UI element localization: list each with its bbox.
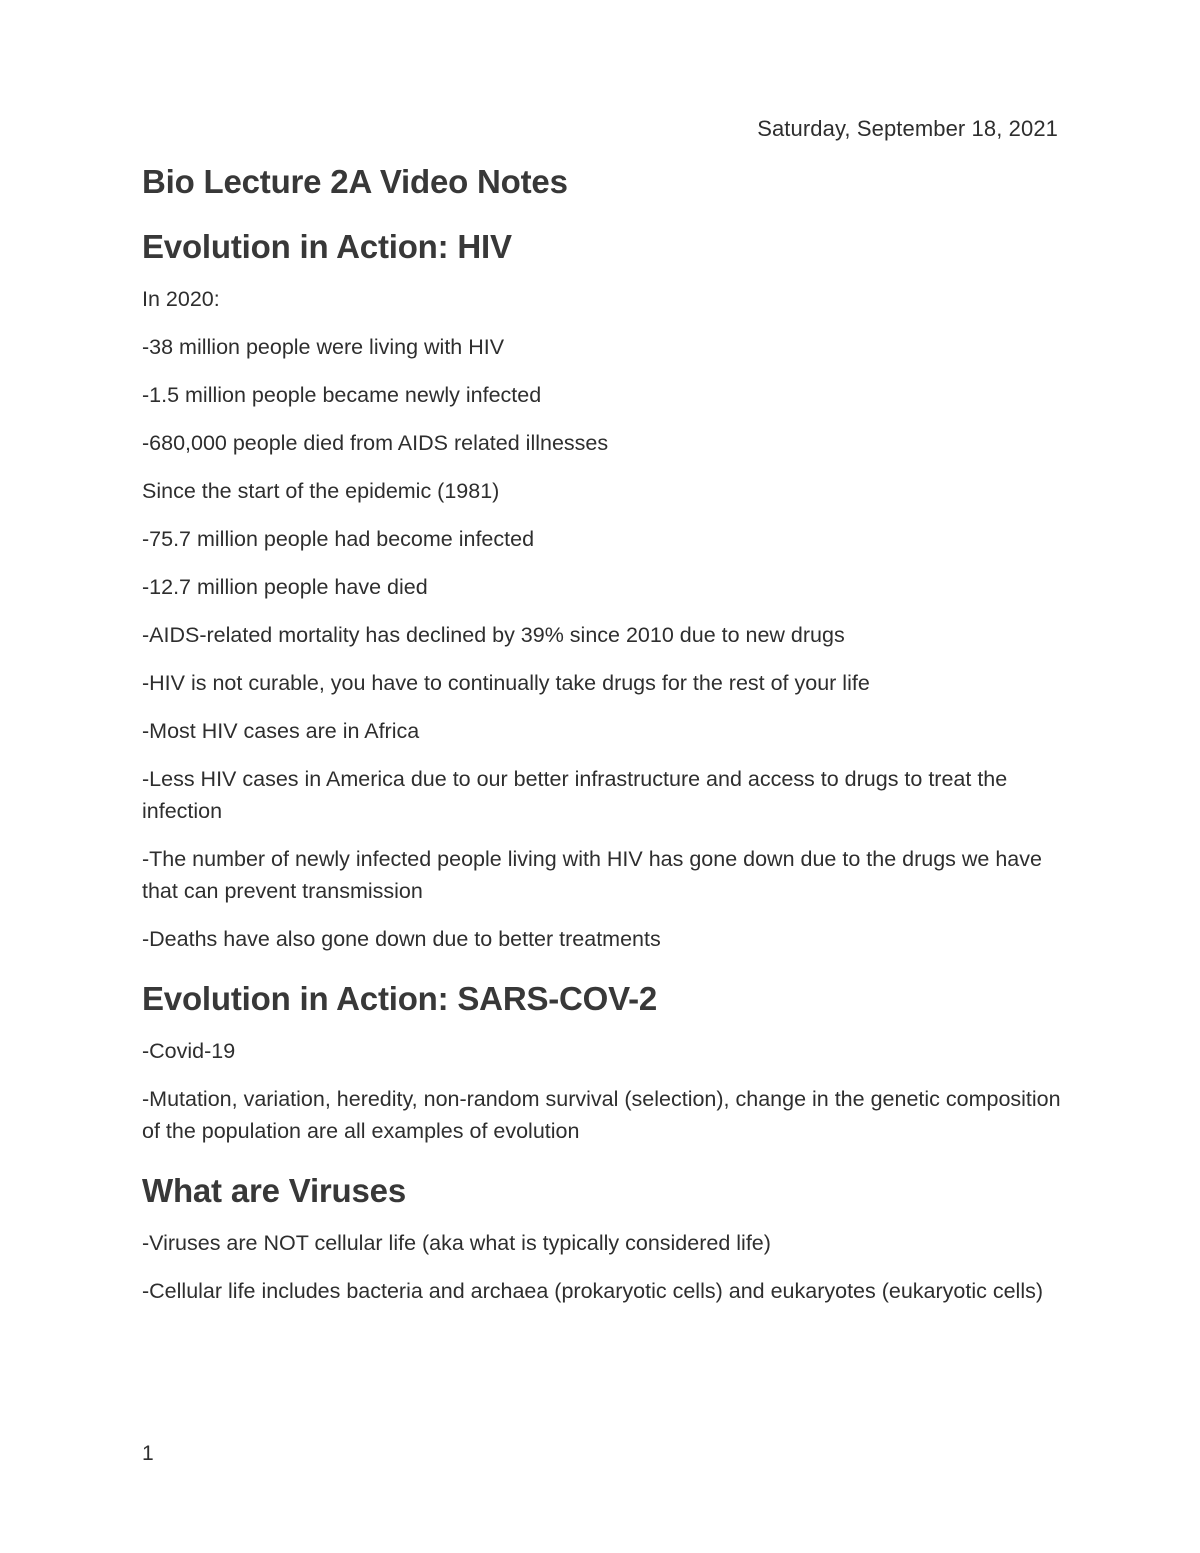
paragraph: -HIV is not curable, you have to continually take drugs for the rest of your life (142, 671, 870, 695)
paragraph: -Covid-19 (142, 1039, 236, 1063)
paragraph: -38 million people were living with HIV (142, 335, 505, 359)
paragraph: -Viruses are NOT cellular life (aka what is typically considered life) (142, 1231, 771, 1255)
paragraph: -The number of newly infected people living with HIV has gone down due to the drugs we have that can prevent transmission (142, 847, 1042, 903)
document-title: Bio Lecture 2A Video Notes (142, 163, 568, 200)
paragraph: -680,000 people died from AIDS related illnesses (142, 431, 609, 455)
paragraph: -Less HIV cases in America due to our better infrastructure and access to drugs to treat the infection (142, 767, 1008, 823)
paragraph: -AIDS-related mortality has declined by 39% since 2010 due to new drugs (142, 623, 845, 647)
paragraph: -Cellular life includes bacteria and archaea (prokaryotic cells) and eukaryotes (eukaryotic cells) (142, 1279, 1044, 1303)
document-body (142, 160, 1062, 1323)
paragraph: -Mutation, variation, heredity, non-random survival (selection), change in the genetic composition of the population are all examples of evolution (142, 1087, 1061, 1143)
paragraph: In 2020: (142, 287, 220, 311)
document-date: Saturday, September 18, 2021 (757, 116, 1058, 141)
paragraph: -1.5 million people became newly infected (142, 383, 542, 407)
paragraph: -Most HIV cases are in Africa (142, 719, 420, 743)
paragraph: -12.7 million people have died (142, 575, 428, 599)
paragraph: Since the start of the epidemic (1981) (142, 479, 500, 503)
page-number: 1 (142, 1442, 154, 1465)
section-heading-hiv: Evolution in Action: HIV (142, 228, 512, 265)
paragraph: -75.7 million people had become infected (142, 527, 535, 551)
section-heading-viruses: What are Viruses (142, 1172, 406, 1209)
paragraph: -Deaths have also gone down due to better treatments (142, 927, 661, 951)
section-heading-sars-cov-2: Evolution in Action: SARS-COV-2 (142, 980, 658, 1017)
